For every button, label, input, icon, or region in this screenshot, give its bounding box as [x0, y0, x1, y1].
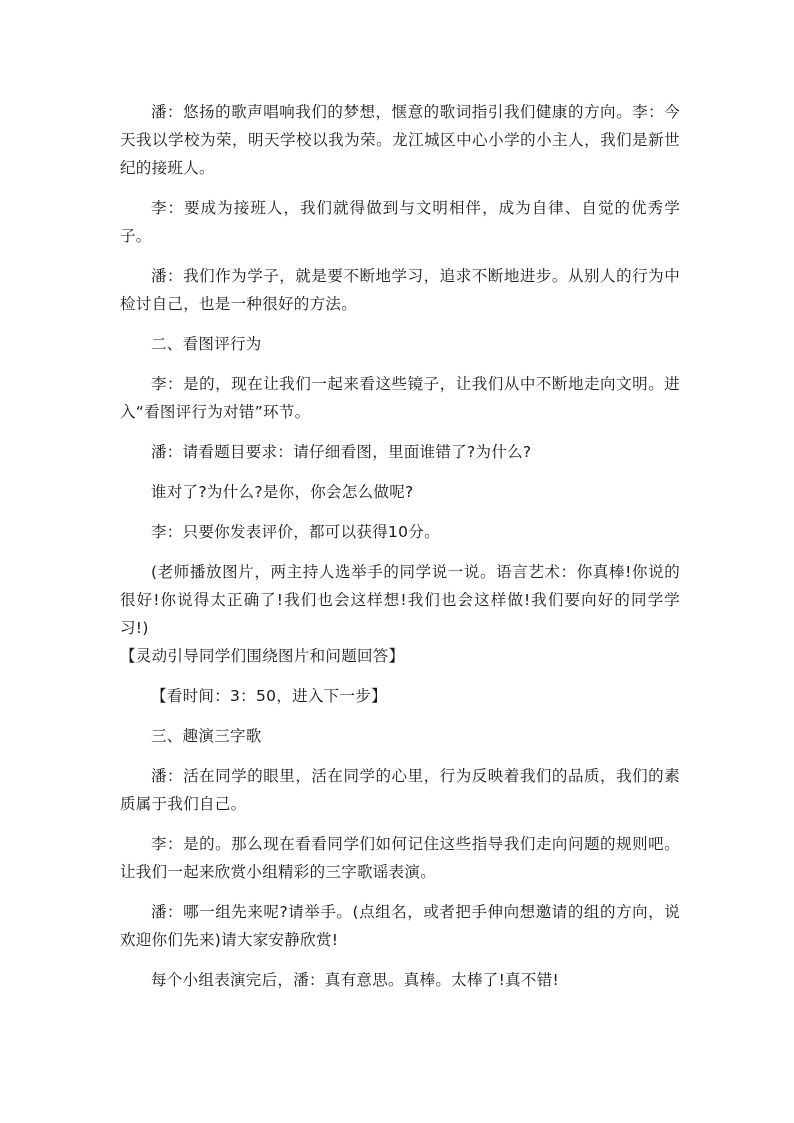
- paragraph-guide-note: 【灵动引导同学们围绕图片和问题回答】: [120, 647, 405, 665]
- paragraph-after-performance: 每个小组表演完后，潘：真有意思。真棒。太棒了!真不错!: [151, 971, 560, 989]
- section-heading-3: 三、趣演三字歌: [151, 727, 262, 745]
- paragraph-opening-dialogue: 潘：悠扬的歌声唱响我们的梦想，惬意的歌词指引我们健康的方向。李：今天我以学校为荣，明天学校以我为荣。龙江城区中心小学的小主人，我们是新世纪的接班人。: [120, 103, 680, 177]
- paragraph-pan-question: 潘：请看题目要求：请仔细看图，里面谁错了?为什么?: [151, 443, 532, 461]
- paragraph-pan-quality: 潘：活在同学的眼里，活在同学的心里，行为反映着我们的品质，我们的素质属于我们自己。: [120, 767, 680, 813]
- paragraph-li-points: 李：只要你发表评价，都可以获得10分。: [151, 523, 440, 541]
- section-heading-2: 二、看图评行为: [151, 335, 262, 353]
- paragraph-who-is-right: 谁对了?为什么?是你，你会怎么做呢?: [151, 483, 414, 501]
- paragraph-teacher-note: (老师播放图片，两主持人选举手的同学说一说。语言艺术：你真棒!你说的很好!你说得太正确了!我们也会这样想!我们也会这样做!我们要向好的同学学习!): [120, 563, 680, 637]
- paragraph-pan-which-group: 潘：哪一组先来呢?请举手。(点组名，或者把手伸向想邀请的组的方向，说欢迎你们先来)请大家安静欣赏!: [120, 903, 680, 949]
- document-page: [120, 98, 680, 1006]
- paragraph-time-note: 【看时间：3：50，进入下一步】: [151, 687, 387, 705]
- paragraph-li-civilization: 李：要成为接班人，我们就得做到与文明相伴，成为自律、自觉的优秀学子。: [120, 199, 680, 245]
- paragraph-li-mirrors: 李：是的，现在让我们一起来看这些镜子，让我们从中不断地走向文明。进入“看图评行为对错”环节。: [120, 375, 680, 421]
- paragraph-pan-learning: 潘：我们作为学子，就是要不断地学习，追求不断地进步。从别人的行为中检讨自己，也是一种很好的方法。: [120, 267, 680, 313]
- paragraph-li-rules: 李：是的。那么现在看看同学们如何记住这些指导我们走向问题的规则吧。让我们一起来欣赏小组精彩的三字歌谣表演。: [120, 835, 680, 881]
